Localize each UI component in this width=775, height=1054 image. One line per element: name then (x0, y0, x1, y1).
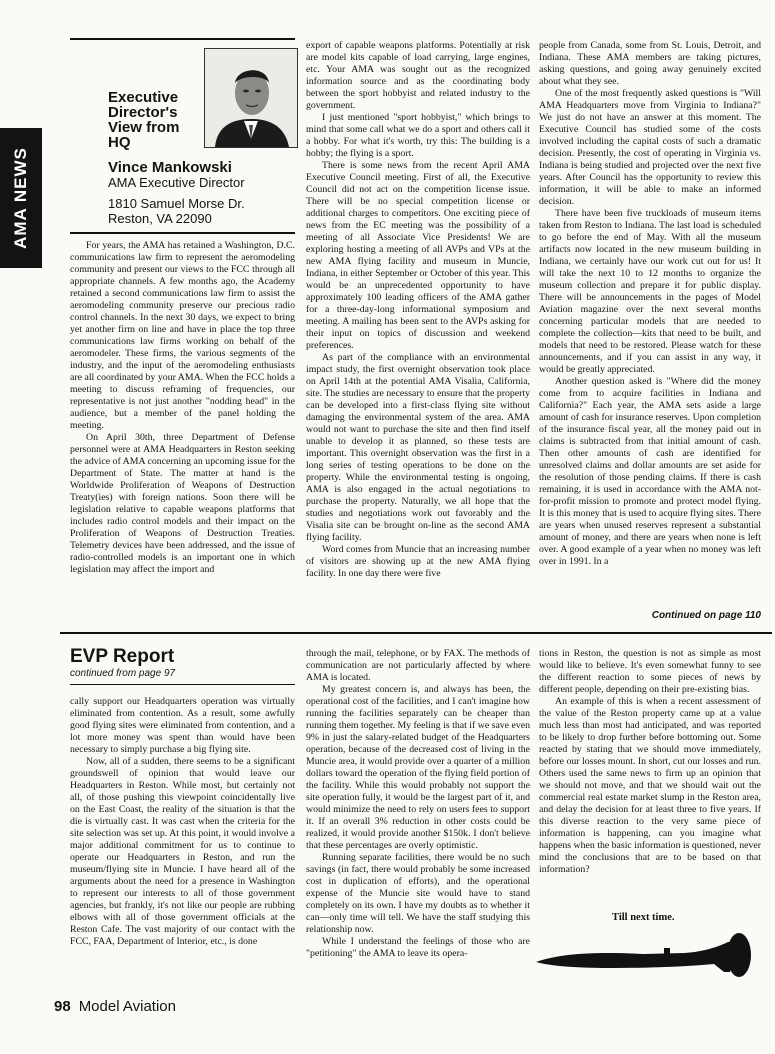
paragraph: Another question asked is "Where did the money come from to acquire facilities in Indiana and California?" Each year, the AMA sets aside a large amount of cash for insurance reserves. Upon completion of the insurance fiscal year, all the money paid out in claims is subtracted from that initial amount of cash. Then other amounts of cash are identified for unresolved claims and dollar amounts are set aside for the resolution of those pending claims. If there is cash remaining, it is used in accordance with the AMA not-for-profit mission to promote and protect model flying. It is this money that is used to acquire flying sites. There are years when unused reserves represent a substantial amount of money, and there are years when none is left over. A good example of a year when no money was left over in 1991. In a (539, 376, 761, 567)
paragraph: On April 30th, three Department of Defense personnel were at AMA Headquarters in Reston seeking the advice of AMA concerning an upcoming issue for the Department of State. The matter at hand is the Worldwide Proliferation of Weapons of Destruction Treaty(ies) with foreign nations. Soon there will be legislation relative to capable weapons platforms that includes radio control models and their impact on the Proliferation of Weapons of Destruction Treaties. Telemetry devices have been addressed, and the issue of radio-controlled models is an important one in which legislation may affect the import and (70, 432, 295, 575)
paragraph: Running separate facilities, there would be no such savings (in fact, there would probably be some increased cost in duplication of efforts), and the operational expense of the Muncie site would have to stand completely on its own. I have my doubts as to whether it can—only time will tell. We have the staff studying this relationship now. (306, 852, 530, 935)
paragraph: There is some news from the recent April AMA Executive Council meeting. First of all, the Executive Council did not act on the competition license issue. There will be no special competition license or additional charges to competitors. One exciting piece of news from the EC meeting was the possibility of a meeting of all Associate Vice Presidents! We are exploring hosting a meeting of all AVPs and VPs at the new AMA flying facility and museum in Muncie, Indiana, in either September or October of this year. This would be an unprecedented opportunity to have approximately 100 leading officers of the AMA gather for a three-day-long informational symposium and meeting. A mailing has been sent to the AVPs asking for their input on topics of discussion and weekend preferences. (306, 160, 530, 351)
section-divider (60, 632, 772, 634)
page-footer (54, 998, 176, 1015)
p38-airplane-icon (534, 930, 752, 980)
magazine-name: Model Aviation (78, 998, 176, 1015)
evp-column-3 (539, 648, 761, 908)
paragraph: Now, all of a sudden, there seems to be a significant groundswell of opinion that would leave our Headquarters in Reston. While most, but certainly not all, of those pushing this viewpoint coincidentally live on the East Coast, the reality of the situation is that the die is virtually cast. It was cast when the criteria for the site selection was set up. At this point, it would involve a major additional commitment for us to continue to operate our Headquarters in Reston, and run the museum/flying site in Muncie. I have heard all of the arguments about the need for a presence in Washington to represent our interests to all of those government agencies, but frankly, it's not like our people are rubbing elbows with all of those government officials at the Reston Cafe. The vast majority of our contact with the FCC, FAA, Department of Interior, etc., is done (70, 756, 295, 947)
paragraph: people from Canada, some from St. Louis, Detroit, and Indiana. These AMA members are taking pictures, asking questions, and going away genuinely excited about what they see. (539, 40, 761, 87)
author-name: Vince Mankowski (108, 159, 232, 176)
signoff: Till next time. (612, 912, 675, 923)
continued-notice: Continued on page 110 (651, 610, 761, 621)
article-column-1 (70, 240, 295, 622)
author-photo (204, 48, 298, 148)
evp-title-rule (70, 684, 295, 685)
header-bottom-rule (70, 232, 295, 234)
paragraph: My greatest concern is, and always has been, the operational cost of the facilities, and I can't imagine how running the facilities separately can be cheaper than running them together. My feeling is that if we save even 9% in just the salary-related budget of the Headquarters operation, because of the decreased cost of living in the Muncie area, it would provide over a quarter of a million dollars toward the operation of the flying field portion of the facility. While this would probably not support the site operation fully, it would be the largest part of it, and would minimize the need to rely on users fees to support it. If an overall 3% reduction in other costs could be realized, it would provide another $150k. I don't believe that these percentages are overly optimistic. (306, 684, 530, 851)
paragraph: through the mail, telephone, or by FAX. The methods of communication are not particularly affected by where AMA is located. (306, 648, 530, 683)
evp-title: EVP Report (70, 646, 175, 667)
paragraph: export of capable weapons platforms. Potentially at risk are model kits capable of load carrying, large engines, etc. Your AMA was sought out as the recognized information source and as the coordinating body between the sport hobbyist and related industry to the government. (306, 40, 530, 111)
evp-column-2 (306, 648, 530, 988)
paragraph: For years, the AMA has retained a Washington, D.C. communications law firm to represent the aeromodeling community and present our views to the FCC through all appropriate channels. A few months ago, the Academy retained a second communications law firm to assist the aeromodeling community preserve our precious radio control channels. In the next 30 days, we expect to bring yet another firm on line and have in place the top three communications law firms working on behalf of the aeromodeler. These firms, the various segments of the industry, and the input of the aeromodeling enthusiasts are all coordinated by your AMA. When the FCC holds a meeting to discuss reframing of frequencies, our representative is not just another "nodding head" in the audience, but a member of the panel holding the meeting. (70, 240, 295, 431)
evp-continued-from: continued from page 97 (70, 668, 176, 679)
author-address (108, 196, 245, 226)
paragraph: An example of this is when a recent assessment of the value of the Reston property came up at a value much less than most had anticipated, and was reported to be likely to drop further before bottoming out. Some reacted by stating that we should move immediately, before our losses mount. In short, cut our losses and run. Others used the same news to firm up an opinion that we should not move, and that we should wait out the commercial real estate market slump in the Reston area, and delay the decision for at least three to five years. If this diverse reaction to the very same piece of information is happening, can you imagine what happens when the basic information is questioned, never mind the conclusions that are to be based on that information? (539, 696, 761, 875)
column-title: Executive Director's View from HQ (108, 89, 180, 151)
portrait-icon (205, 49, 297, 147)
paragraph: As part of the compliance with an environmental impact study, the first overnight observation took place on April 14th at the potential AMA Visalia, California, site. The studies are necessary to ensure that the property can be developed into a first-class flying site without damaging the environmental system of the area. AMA would not want to purchase the site and then find itself unable to develop it as planned, so these tests are important. This overnight observation was the first in a long series of testing operations to be done on the property. While the environmental testing is ongoing, AMA is also engaged in the actual negotiations to purchase the property. Naturally, we all hope that the studies and negotiations work out favorably and the Visalia site can be brought on-line as the second AMA flying facility. (306, 352, 530, 543)
paragraph: Word comes from Muncie that an increasing number of visitors are showing up at the new AMA flying facility. In one day there were five (306, 544, 530, 579)
address-line-2: Reston, VA 22090 (108, 211, 212, 226)
paragraph: There have been five truckloads of museum items taken from Reston to Indiana. The last load is scheduled to go before the end of May. With all the museum artifacts now located in the new museum building in Indiana, we certainly have our work cut out for us! It will take the next 10 to 12 months to organize the museum collection and prepare it for public display. There will be announcements in the pages of Model Aviation magazine over the next several months concerning particular models that are needed to complete the collection—kits that need to be built, and models that need to be restored. Please watch for these announcements, and if you can assist in any way, it would be greatly appreciated. (539, 208, 761, 375)
address-line-1: 1810 Samuel Morse Dr. (108, 196, 245, 211)
article-column-2 (306, 40, 530, 622)
section-tab (0, 128, 42, 268)
paragraph: tions in Reston, the question is not as simple as most would like to believe. It's even somewhat funny to see the different reaction to some pieces of news by different people, depending on their pre-existing bias. (539, 648, 761, 695)
paragraph: cally support our Headquarters operation was virtually eliminated from contention. As a result, some awfully good flying sites were eliminated from contention, and a lot more money was spent than would have been necessary to simply purchase a big flying site. (70, 696, 295, 755)
author-role: AMA Executive Director (108, 175, 245, 190)
evp-column-1 (70, 696, 295, 986)
paragraph: While I understand the feelings of those who are "petitioning" the AMA to leave its opera- (306, 936, 530, 959)
paragraph: One of the most frequently asked questions is "Will AMA Headquarters move from Virginia to Indiana?" We just do not have an answer at this moment. The Executive Council has studied some of the costs involved including the capital costs of such a dramatic decision. Presently, the cost of operating in Virginia vs. Indiana is being studied and projected over the next five years. After Council has the opportunity to review this information, it will be able to make an informed decision. (539, 88, 761, 207)
article-column-3 (539, 40, 761, 608)
section-tab-label: AMA NEWS (11, 147, 30, 249)
page-number: 98 (54, 998, 71, 1015)
paragraph: I just mentioned "sport hobbyist," which brings to mind that some call what we do a sport and others call it a hobby. For what it's worth, try this: The building is a hobby; the flying is a sport. (306, 112, 530, 159)
header-rule (70, 38, 295, 40)
